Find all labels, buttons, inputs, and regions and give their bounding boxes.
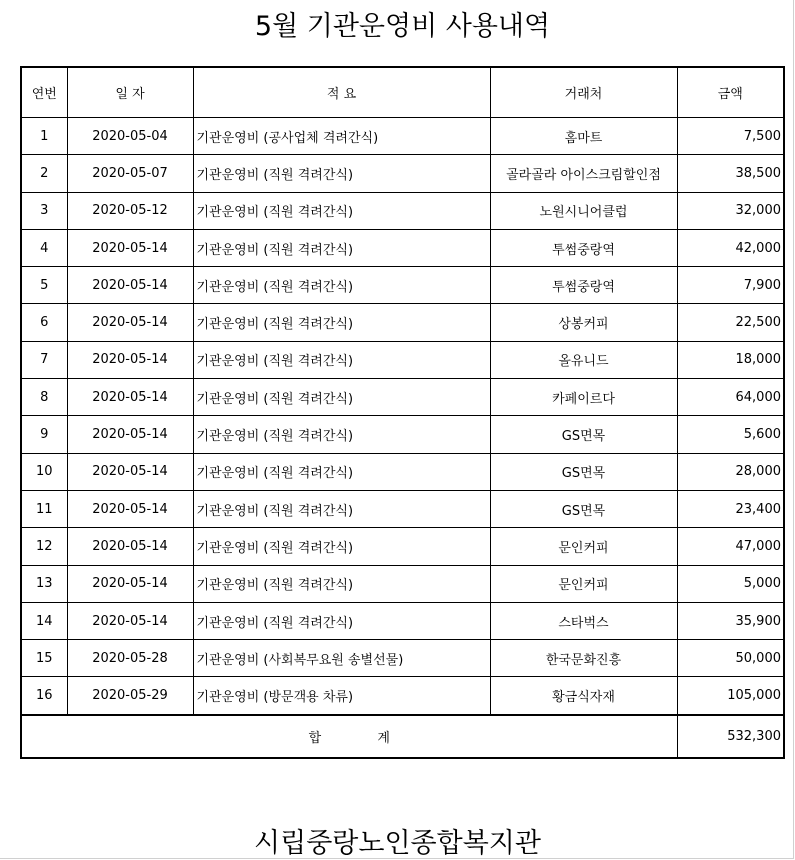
expense-table bbox=[20, 66, 785, 759]
cell-date: 2020-05-14 bbox=[67, 565, 193, 602]
cell-no: 12 bbox=[21, 528, 67, 565]
cell-no: 7 bbox=[21, 341, 67, 378]
cell-no: 13 bbox=[21, 565, 67, 602]
cell-description: 기관운영비 (직원 격려간식) bbox=[193, 416, 490, 453]
table-row bbox=[21, 267, 784, 304]
cell-description: 기관운영비 (직원 격려간식) bbox=[193, 528, 490, 565]
cell-description: 기관운영비 (직원 격려간식) bbox=[193, 267, 490, 304]
header-amount: 금액 bbox=[677, 67, 784, 118]
cell-description: 기관운영비 (직원 격려간식) bbox=[193, 229, 490, 266]
cell-vendor: GS면목 bbox=[490, 490, 677, 527]
organization-name: 시립중랑노인종합복지관 bbox=[254, 828, 541, 859]
cell-date: 2020-05-14 bbox=[67, 229, 193, 266]
cell-date: 2020-05-14 bbox=[67, 341, 193, 378]
cell-no: 2 bbox=[21, 155, 67, 192]
cell-amount: 23,400 bbox=[677, 490, 784, 527]
cell-date: 2020-05-07 bbox=[67, 155, 193, 192]
cell-description: 기관운영비 (직원 격려간식) bbox=[193, 155, 490, 192]
cell-date: 2020-05-14 bbox=[67, 416, 193, 453]
cell-amount: 22,500 bbox=[677, 304, 784, 341]
cell-amount: 5,000 bbox=[677, 565, 784, 602]
header-date: 일 자 bbox=[67, 67, 193, 118]
cell-amount: 64,000 bbox=[677, 379, 784, 416]
table-row bbox=[21, 118, 784, 155]
total-amount: 532,300 bbox=[677, 715, 784, 758]
cell-amount: 7,500 bbox=[677, 118, 784, 155]
cell-date: 2020-05-14 bbox=[67, 602, 193, 639]
table-header-row bbox=[21, 67, 784, 118]
cell-amount: 42,000 bbox=[677, 229, 784, 266]
total-row bbox=[21, 715, 784, 758]
cell-no: 15 bbox=[21, 640, 67, 677]
table-row bbox=[21, 379, 784, 416]
cell-amount: 35,900 bbox=[677, 602, 784, 639]
header-description: 적 요 bbox=[193, 67, 490, 118]
cell-date: 2020-05-12 bbox=[67, 192, 193, 229]
cell-vendor: 올유니드 bbox=[490, 341, 677, 378]
cell-amount: 32,000 bbox=[677, 192, 784, 229]
cell-amount: 47,000 bbox=[677, 528, 784, 565]
cell-no: 4 bbox=[21, 229, 67, 266]
cell-date: 2020-05-14 bbox=[67, 453, 193, 490]
cell-vendor: 문인커피 bbox=[490, 528, 677, 565]
cell-description: 기관운영비 (직원 격려간식) bbox=[193, 379, 490, 416]
table-row bbox=[21, 602, 784, 639]
cell-date: 2020-05-14 bbox=[67, 304, 193, 341]
cell-date: 2020-05-04 bbox=[67, 118, 193, 155]
cell-no: 8 bbox=[21, 379, 67, 416]
cell-vendor: 투썸중랑역 bbox=[490, 267, 677, 304]
cell-description: 기관운영비 (직원 격려간식) bbox=[193, 192, 490, 229]
cell-no: 5 bbox=[21, 267, 67, 304]
cell-vendor: 한국문화진흥 bbox=[490, 640, 677, 677]
cell-vendor: 노원시니어클럽 bbox=[490, 192, 677, 229]
cell-date: 2020-05-29 bbox=[67, 677, 193, 715]
cell-vendor: GS면목 bbox=[490, 453, 677, 490]
table-row bbox=[21, 304, 784, 341]
cell-no: 16 bbox=[21, 677, 67, 715]
table-row bbox=[21, 453, 784, 490]
cell-description: 기관운영비 (공사업체 격려간식) bbox=[193, 118, 490, 155]
cell-vendor: 문인커피 bbox=[490, 565, 677, 602]
cell-amount: 105,000 bbox=[677, 677, 784, 715]
cell-amount: 18,000 bbox=[677, 341, 784, 378]
header-no: 연번 bbox=[21, 67, 67, 118]
cell-description: 기관운영비 (직원 격려간식) bbox=[193, 565, 490, 602]
table-row bbox=[21, 229, 784, 266]
cell-vendor: 골라골라 아이스크림할인점 bbox=[490, 155, 677, 192]
cell-amount: 7,900 bbox=[677, 267, 784, 304]
table-row bbox=[21, 490, 784, 527]
table-row bbox=[21, 640, 784, 677]
header-vendor: 거래처 bbox=[490, 67, 677, 118]
cell-vendor: 스타벅스 bbox=[490, 602, 677, 639]
cell-no: 6 bbox=[21, 304, 67, 341]
cell-description: 기관운영비 (직원 격려간식) bbox=[193, 341, 490, 378]
cell-date: 2020-05-14 bbox=[67, 379, 193, 416]
cell-description: 기관운영비 (방문객용 차류) bbox=[193, 677, 490, 715]
cell-date: 2020-05-14 bbox=[67, 490, 193, 527]
table-row bbox=[21, 528, 784, 565]
cell-description: 기관운영비 (사회복무요원 송별선물) bbox=[193, 640, 490, 677]
cell-amount: 5,600 bbox=[677, 416, 784, 453]
document-title: 5월 기관운영비 사용내역 bbox=[254, 11, 551, 42]
cell-vendor: GS면목 bbox=[490, 416, 677, 453]
cell-no: 9 bbox=[21, 416, 67, 453]
cell-amount: 38,500 bbox=[677, 155, 784, 192]
cell-date: 2020-05-14 bbox=[67, 267, 193, 304]
cell-vendor: 상봉커피 bbox=[490, 304, 677, 341]
table-row bbox=[21, 155, 784, 192]
cell-amount: 28,000 bbox=[677, 453, 784, 490]
cell-description: 기관운영비 (직원 격려간식) bbox=[193, 304, 490, 341]
cell-no: 3 bbox=[21, 192, 67, 229]
table-row bbox=[21, 341, 784, 378]
cell-date: 2020-05-14 bbox=[67, 528, 193, 565]
cell-vendor: 홈마트 bbox=[490, 118, 677, 155]
cell-date: 2020-05-28 bbox=[67, 640, 193, 677]
table-row bbox=[21, 565, 784, 602]
table-row bbox=[21, 416, 784, 453]
cell-no: 1 bbox=[21, 118, 67, 155]
total-label: 합 계 bbox=[21, 715, 677, 758]
table-row bbox=[21, 192, 784, 229]
cell-no: 10 bbox=[21, 453, 67, 490]
table-row bbox=[21, 677, 784, 715]
cell-amount: 50,000 bbox=[677, 640, 784, 677]
cell-vendor: 투썸중랑역 bbox=[490, 229, 677, 266]
cell-description: 기관운영비 (직원 격려간식) bbox=[193, 490, 490, 527]
cell-vendor: 카페이르다 bbox=[490, 379, 677, 416]
cell-description: 기관운영비 (직원 격려간식) bbox=[193, 602, 490, 639]
cell-no: 11 bbox=[21, 490, 67, 527]
cell-description: 기관운영비 (직원 격려간식) bbox=[193, 453, 490, 490]
cell-vendor: 황금식자재 bbox=[490, 677, 677, 715]
cell-no: 14 bbox=[21, 602, 67, 639]
